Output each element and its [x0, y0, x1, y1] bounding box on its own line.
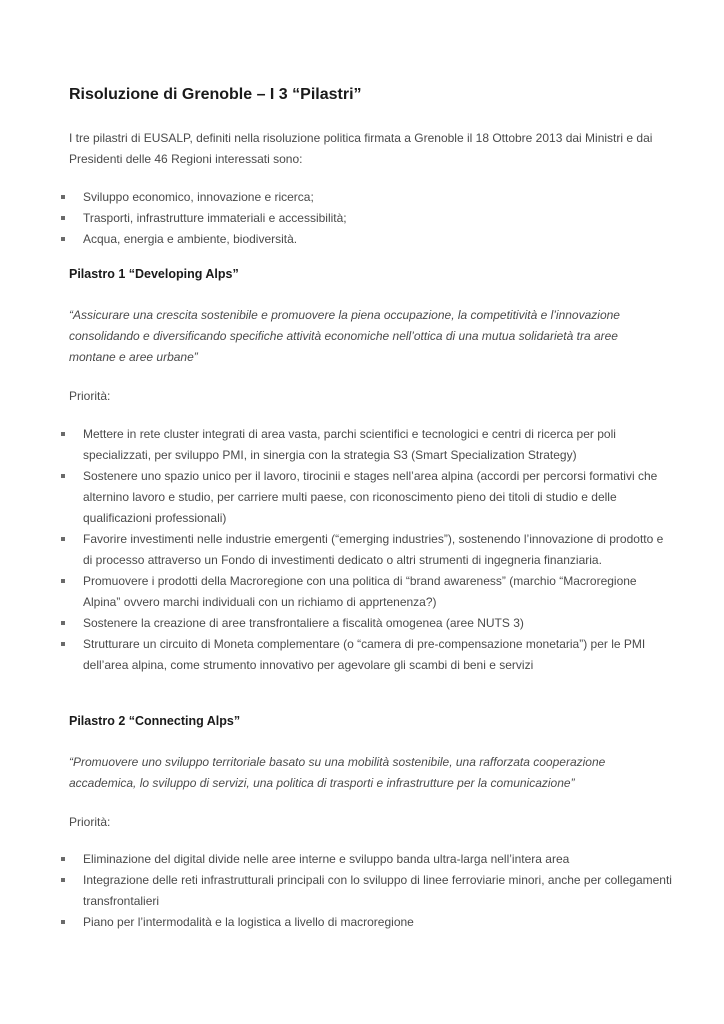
list-item: Favorire investimenti nelle industrie emergenti (“emerging industries”), sostenendo l’innovazione di prodotto e di processo attraverso un Fondo di investimenti dedicato o altri strumenti di ingegneria finanziaria. [0, 529, 724, 571]
pillar1-heading: Pilastro 1 “Developing Alps” [69, 267, 239, 281]
pillar1-priorities-label: Priorità: [69, 389, 111, 403]
intro-paragraph: I tre pilastri di EUSALP, definiti nella risoluzione politica firmata a Grenoble il 18 Ottobre 2013 dai Ministri e dai Presidenti delle 46 Regioni interessati sono: [69, 131, 653, 166]
bullet-icon [61, 216, 65, 220]
bullet-icon [61, 878, 65, 882]
pillar2-priorities-list [0, 849, 724, 933]
page-title: Risoluzione di Grenoble – I 3 “Pilastri” [69, 86, 362, 103]
bullet-icon [61, 537, 65, 541]
list-item: Mettere in rete cluster integrati di area vasta, parchi scientifici e tecnologici e centri di ricerca per poli specializzati, per sviluppo PMI, in sinergia con la strategia S3 (Smart Specialization Strategy) [0, 424, 724, 466]
bullet-icon [61, 432, 65, 436]
bullet-icon [61, 857, 65, 861]
bullet-icon [61, 642, 65, 646]
list-item: Integrazione delle reti infrastrutturali principali con lo sviluppo di linee ferroviarie minori, anche per collegamenti transfrontalieri [0, 870, 724, 912]
pillar2-heading: Pilastro 2 “Connecting Alps” [69, 714, 241, 728]
pillar2-quote: “Promuovere uno sviluppo territoriale basato su una mobilità sostenibile, una rafforzata cooperazione accademica, lo sviluppo di servizi, una politica di trasporti e infrastrutture per la comunicazione” [69, 755, 606, 790]
list-item: Promuovere i prodotti della Macroregione con una politica di “brand awareness” (marchio “Macroregione Alpina” ovvero marchi individuali con un richiamo di apprtenenza?) [0, 571, 724, 613]
list-item: Sviluppo economico, innovazione e ricerca; [0, 187, 724, 208]
bullet-icon [61, 621, 65, 625]
pillar2-priorities-label: Priorità: [69, 815, 111, 829]
bullet-icon [61, 474, 65, 478]
list-item: Sostenere uno spazio unico per il lavoro, tirocinii e stages nell’area alpina (accordi per percorsi formativi che alternino lavoro e studio, per carriere multi paese, con riconoscimento pieno dei titoli di studio e delle qualificazioni professionali) [0, 466, 724, 529]
list-item: Sostenere la creazione di aree transfrontaliere a fiscalità omogenea (aree NUTS 3) [0, 613, 724, 634]
list-item: Acqua, energia e ambiente, biodiversità. [0, 229, 724, 250]
pillar1-priorities-list [0, 424, 724, 676]
bullet-icon [61, 579, 65, 583]
list-item: Trasporti, infrastrutture immateriali e accessibilità; [0, 208, 724, 229]
pillars-list [0, 187, 724, 250]
bullet-icon [61, 195, 65, 199]
pillar1-quote: “Assicurare una crescita sostenibile e promuovere la piena occupazione, la competitività e l’innovazione consolidando e diversificando specifiche attività economiche nell’ottica di una mutua solidarietà tra aree montane e aree urbane” [69, 308, 620, 364]
bullet-icon [61, 237, 65, 241]
list-item: Strutturare un circuito di Moneta complementare (o “camera di pre-compensazione monetaria”) per le PMI dell’area alpina, come strumento innovativo per agevolare gli scambi di beni e servizi [0, 634, 724, 676]
list-item: Piano per l’intermodalità e la logistica a livello di macroregione [0, 912, 724, 933]
list-item: Eliminazione del digital divide nelle aree interne e sviluppo banda ultra-larga nell’intera area [0, 849, 724, 870]
bullet-icon [61, 920, 65, 924]
